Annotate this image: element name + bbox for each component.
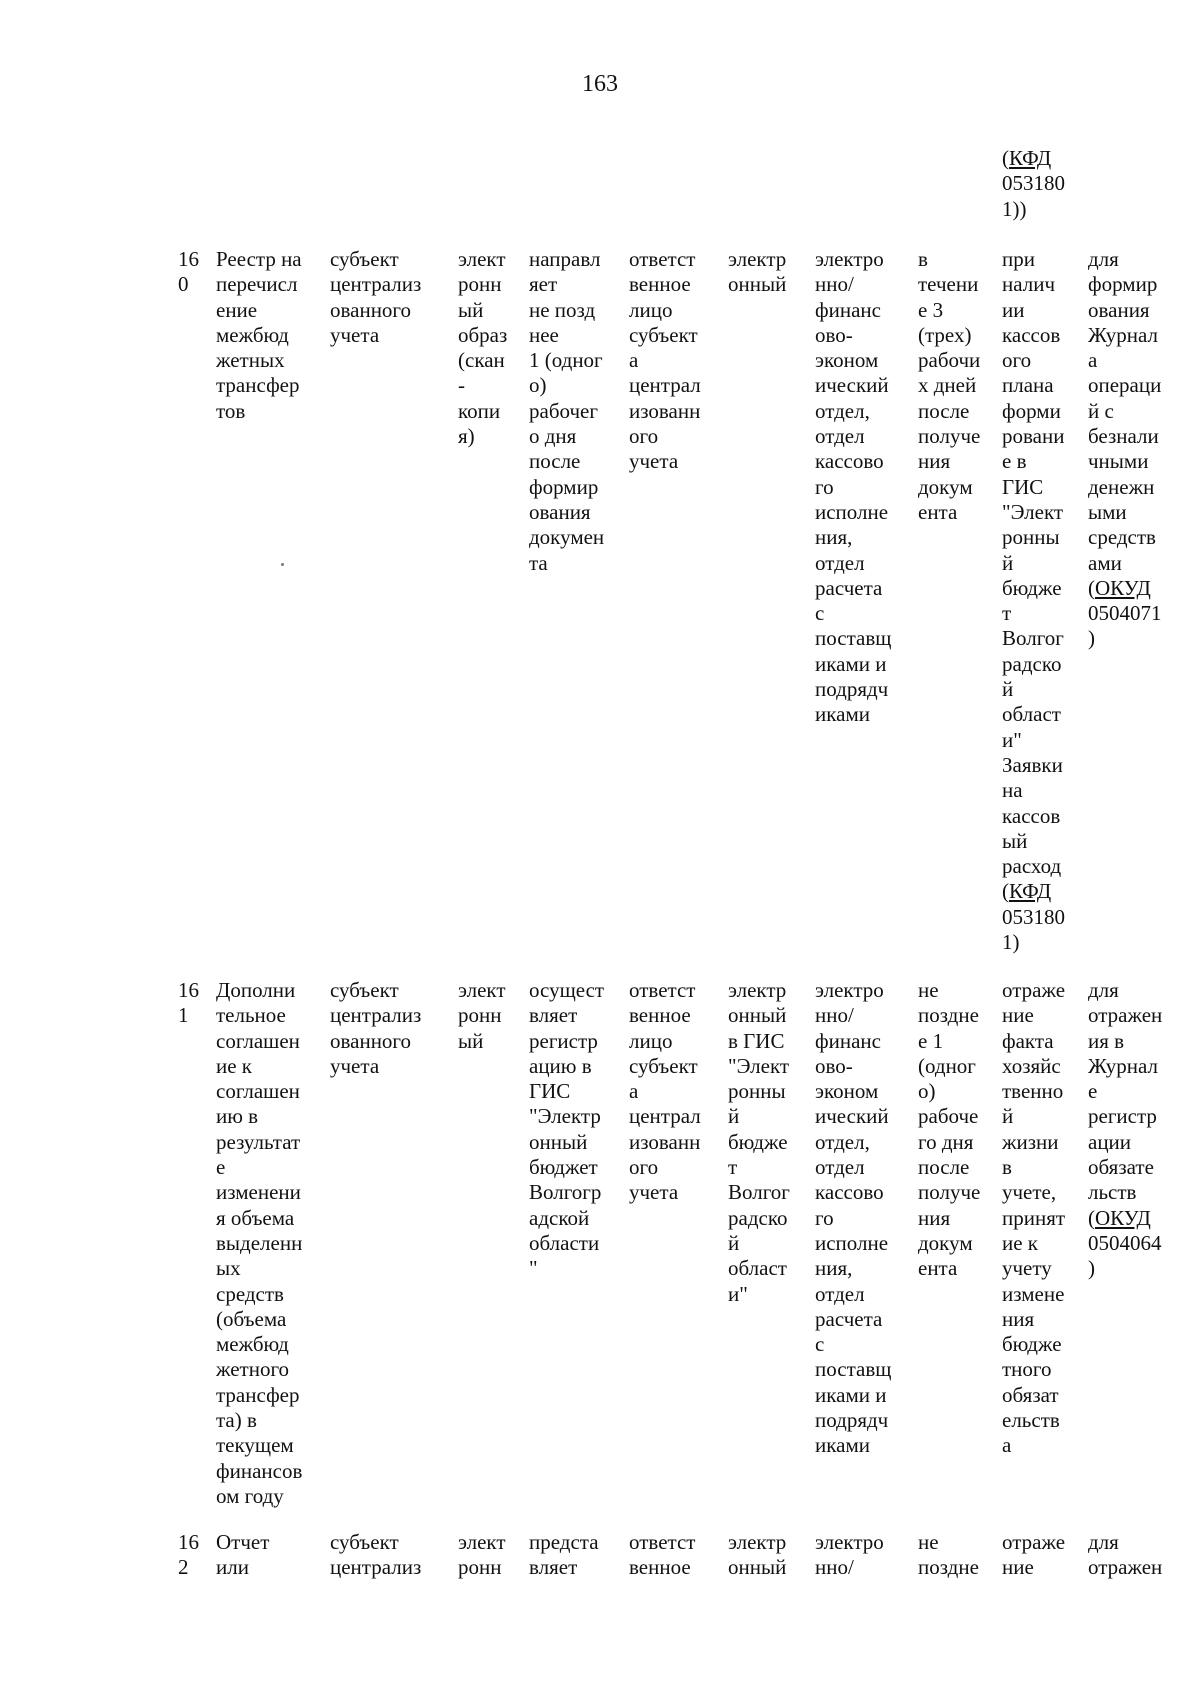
transfer-form: электр онный <box>728 247 787 297</box>
document-creator: субъект централиз <box>330 1530 422 1580</box>
action-description: предста вляет <box>529 1530 599 1580</box>
row-number: 16 0 <box>178 247 199 297</box>
deadline: не поздне <box>918 1530 979 1580</box>
document-form: элект ронн ый <box>458 978 506 1053</box>
scan-speck <box>281 563 284 566</box>
action-description: осущест вляет регистр ацию в ГИС "Электр онный бюджет Волгогр адской области " <box>529 978 605 1281</box>
page-number: 163 <box>582 71 618 97</box>
condition: при налич ии кассов ого плана форми ровани е в ГИС "Элект ронны й бюдже т Волгог радско й област и" Заявки на кассов ый расход (КФД 053180 1) <box>1002 247 1065 955</box>
row-number: 16 1 <box>178 978 199 1028</box>
document-form: элект ронн ый образ (скан - копи я) <box>458 247 508 449</box>
document-form: элект ронн <box>458 1530 506 1580</box>
transfer-form: электр онный в ГИС "Элект ронны й бюдже т Волгог радско й област и" <box>728 978 790 1306</box>
responsible-person: ответст венное <box>629 1530 696 1580</box>
deadline: не поздне е 1 (одног о) рабоче го дня после получе ния докум ента <box>918 978 981 1281</box>
recipient: электро нно/ финанс ово- эконом ический отдел, отдел кассово го исполне ния, отдел расчета с поставщ иками и подрядч иками <box>815 247 892 727</box>
purpose: для отражен ия в Журнал е регистр ации обязате льств (ОКУД 0504064 ) <box>1088 978 1163 1281</box>
purpose: для отражен <box>1088 1530 1163 1580</box>
document-creator: субъект централиз ованного учета <box>330 978 422 1078</box>
code-fragment-top: (КФД 053180 1)) <box>1002 146 1065 221</box>
responsible-person: ответст венное лицо субъект а централ изованн ого учета <box>629 247 701 474</box>
row-number: 16 2 <box>178 1530 199 1580</box>
recipient: электро нно/ финанс ово- эконом ический отдел, отдел кассово го исполне ния, отдел расчета с поставщ иками и подрядч иками <box>815 978 892 1458</box>
document-creator: субъект централиз ованного учета <box>330 247 422 347</box>
transfer-form: электр онный <box>728 1530 787 1580</box>
document-name: Реестр на перечисл ение межбюд жетных трансфер тов <box>216 247 302 423</box>
action-description: направл яет не позд нее 1 (одног о) рабочег о дня после формир ования докумен та <box>529 247 605 575</box>
purpose: для формир ования Журнал а операци й с безнали чными денежн ыми средств ами (ОКУД 0504071 ) <box>1088 247 1162 651</box>
document-name: Дополни тельное соглашен ие к соглашен ию в результат е изменени я объема выделенн ых средств (объема межбюд жетного трансфер та) в текущем финансов ом году <box>216 978 303 1508</box>
condition: отраже ние <box>1002 1530 1066 1580</box>
responsible-person: ответст венное лицо субъект а централ изованн ого учета <box>629 978 701 1205</box>
deadline: в течени е 3 (трех) рабочи х дней после получе ния докум ента <box>918 247 981 524</box>
condition: отраже ние факта хозяйс твенно й жизни в учете, принят ие к учету измене ния бюдже тного обязат ельств а <box>1002 978 1066 1458</box>
recipient: электро нно/ <box>815 1530 884 1580</box>
kfd-code-link: КФД <box>1009 146 1052 170</box>
document-name: Отчет или <box>216 1530 270 1580</box>
